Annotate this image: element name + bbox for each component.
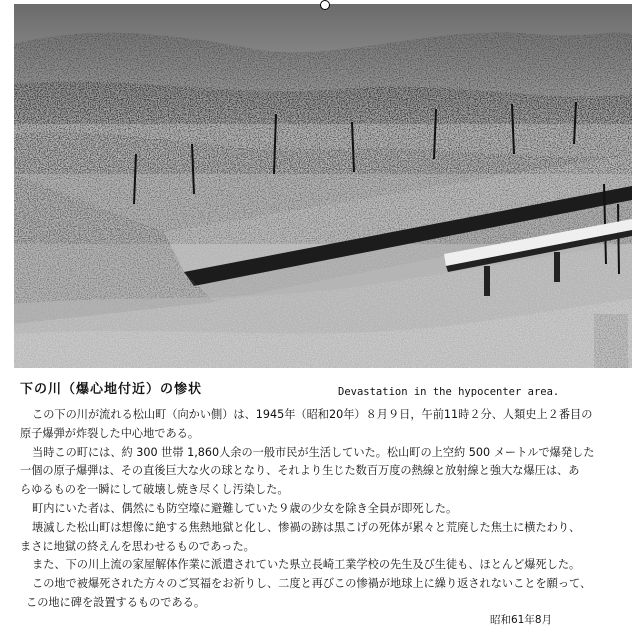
body-line: 原子爆弾が炸裂した中心地である。	[20, 426, 200, 440]
body-line: この下の川が流れる松山町（向かい側）は、1945年（昭和20年）８月９日，午前11時２分、人類史上２番目の	[32, 408, 593, 421]
caption-title-english: Devastation in the hypocenter area.	[338, 386, 560, 398]
body-line: この地で被爆死された方々のご冥福をお祈りし、二度と再びこの惨禍が地球上に繰り返されないことを願って、	[32, 577, 592, 591]
body-line: まさに地獄の終えんを思わせるものであった。	[20, 539, 255, 553]
body-line: また、下の川上流の家屋解体作業に派遣されていた県立長崎工業学校の先生及び生徒も、ほとんど爆死した。	[32, 558, 581, 572]
caption-title-japanese: 下の川（爆心地付近）の惨状	[20, 382, 203, 397]
body-line: 当時この町には、約 300 世帯 1,860人余の一般市民が生活していた。松山町の上空約 500 メートルで爆発した	[32, 445, 595, 459]
body-line: 壊滅した松山町は想像に絶する焦熱地獄と化し、惨禍の跡は黒こげの死体が累々と荒廃した焦土に横たわり、	[32, 520, 581, 534]
devastation-photo	[14, 4, 632, 368]
memorial-body-text	[20, 406, 632, 613]
body-line: この地に碑を設置するものである。	[26, 595, 206, 609]
body-line: 一個の原子爆弾は、その直後巨大な火の球となり、それより生じた数百万度の熱線と放射線と強大な爆圧は、あ	[20, 464, 580, 478]
plaque-screw-mark	[320, 0, 330, 10]
body-line: 町内にいた者は、偶然にも防空壕に避難していた９歳の少女を除き全員が即死した。	[32, 501, 458, 515]
installation-date: 昭和61年8月	[490, 614, 553, 626]
body-line: らゆるものを一瞬にして破壊し焼き尽くし汚染した。	[20, 483, 289, 497]
